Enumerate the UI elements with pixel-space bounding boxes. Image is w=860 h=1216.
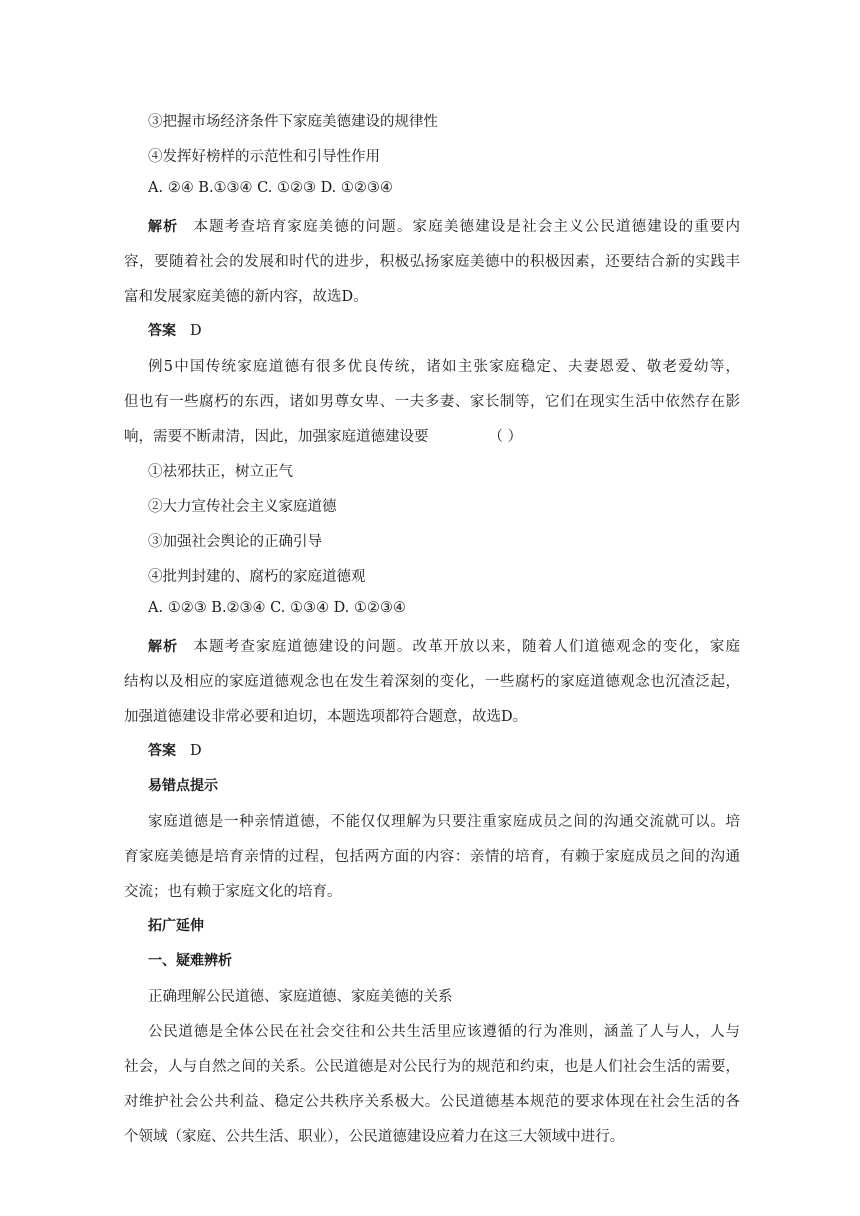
tips-heading: 易错点提示 <box>148 778 218 794</box>
q4-choices: A. ②④ B.①③④ C. ①②③ D. ①②③④ <box>148 180 393 196</box>
extension-heading: 拓广延伸 <box>148 918 204 934</box>
q5-answer-label: 答案 <box>148 743 176 759</box>
q5-analysis-line-3: 加强道德建设非常必要和迫切，本题选项都符合题意，故选D。 <box>124 709 528 725</box>
tips-line-1: 家庭道德是一种亲情道德，不能仅仅理解为只要注重家庭成员之间的沟通交流就可以。培 <box>148 814 740 830</box>
q5-answer-value: D <box>190 743 202 759</box>
q5-answer <box>148 740 202 760</box>
extension-line-4: 个领域（家庭、公共生活、职业），公民道德建设应着力在这三大领域中进行。 <box>124 1129 625 1145</box>
q5-answer-blank: （ ） <box>488 429 523 445</box>
q5-choices: A. ①②③ B.②③④ C. ①③④ D. ①②③④ <box>148 600 406 616</box>
q4-analysis-label: 解析 <box>148 219 179 235</box>
q5-option-2: ②大力宣传社会主义家庭道德 <box>148 499 337 515</box>
q4-answer <box>148 320 202 340</box>
extension-line-2: 社会，人与自然之间的关系。公民道德是对公民行为的规范和约束，也是人们社会生活的需要， <box>124 1059 740 1075</box>
q4-answer-label: 答案 <box>148 323 176 339</box>
extension-line-3: 对维护社会公共利益、稳定公共秩序关系极大。公民道德基本规范的要求体现在社会生活的各 <box>124 1094 740 1110</box>
q5-option-4: ④批判封建的、腐朽的家庭道德观 <box>148 569 366 585</box>
q4-analysis-line-3: 富和发展家庭美德的新内容，故选D。 <box>124 289 368 305</box>
extension-topic: 正确理解公民道德、家庭道德、家庭美德的关系 <box>148 989 453 1005</box>
q5-option-1: ①祛邪扶正，树立正气 <box>148 464 293 480</box>
q5-stem-line-1: 例5中国传统家庭道德有很多优良传统，诸如主张家庭稳定、夫妻恩爱、敬老爱幼等， <box>148 359 740 375</box>
extension-line-1: 公民道德是全体公民在社会交往和公共生活里应该遵循的行为准则，涵盖了人与人，人与 <box>148 1024 740 1040</box>
q5-analysis-line-2: 结构以及相应的家庭道德观念也在发生着深刻的变化，一些腐朽的家庭道德观念也沉渣泛起， <box>124 674 740 690</box>
tips-line-2: 育家庭美德是培育亲情的过程，包括两方面的内容：亲情的培育，有赖于家庭成员之间的沟通 <box>124 849 740 865</box>
q4-option-3: ③把握市场经济条件下家庭美德建设的规律性 <box>148 114 438 130</box>
q4-analysis-line-1: 解析 本题考查培育家庭美德的问题。家庭美德建设是社会主义公民道德建设的重要内 <box>148 219 741 235</box>
q5-stem-line-2: 但也有一些腐朽的东西，诸如男尊女卑、一夫多妻、家长制等，它们在现实生活中依然存在影 <box>124 394 740 410</box>
q4-option-4: ④发挥好榜样的示范性和引导性作用 <box>148 149 380 165</box>
q4-answer-value: D <box>190 323 202 339</box>
tips-line-3: 交流；也有赖于家庭文化的培育。 <box>124 884 342 900</box>
q5-analysis-line-1: 解析 本题考查家庭道德建设的问题。改革开放以来，随着人们道德观念的变化，家庭 <box>148 639 741 655</box>
q5-analysis-label: 解析 <box>148 639 179 655</box>
q5-option-3: ③加强社会舆论的正确引导 <box>148 534 322 550</box>
q5-stem-line-3: 响，需要不断肃清，因此，加强家庭道德建设要 （ ） <box>124 425 740 446</box>
q4-analysis-line-2: 容，要随着社会的发展和时代的进步，积极弘扬家庭美德中的积极因素，还要结合新的实践丰 <box>124 254 740 270</box>
extension-subheading: 一、疑难辨析 <box>148 953 232 969</box>
